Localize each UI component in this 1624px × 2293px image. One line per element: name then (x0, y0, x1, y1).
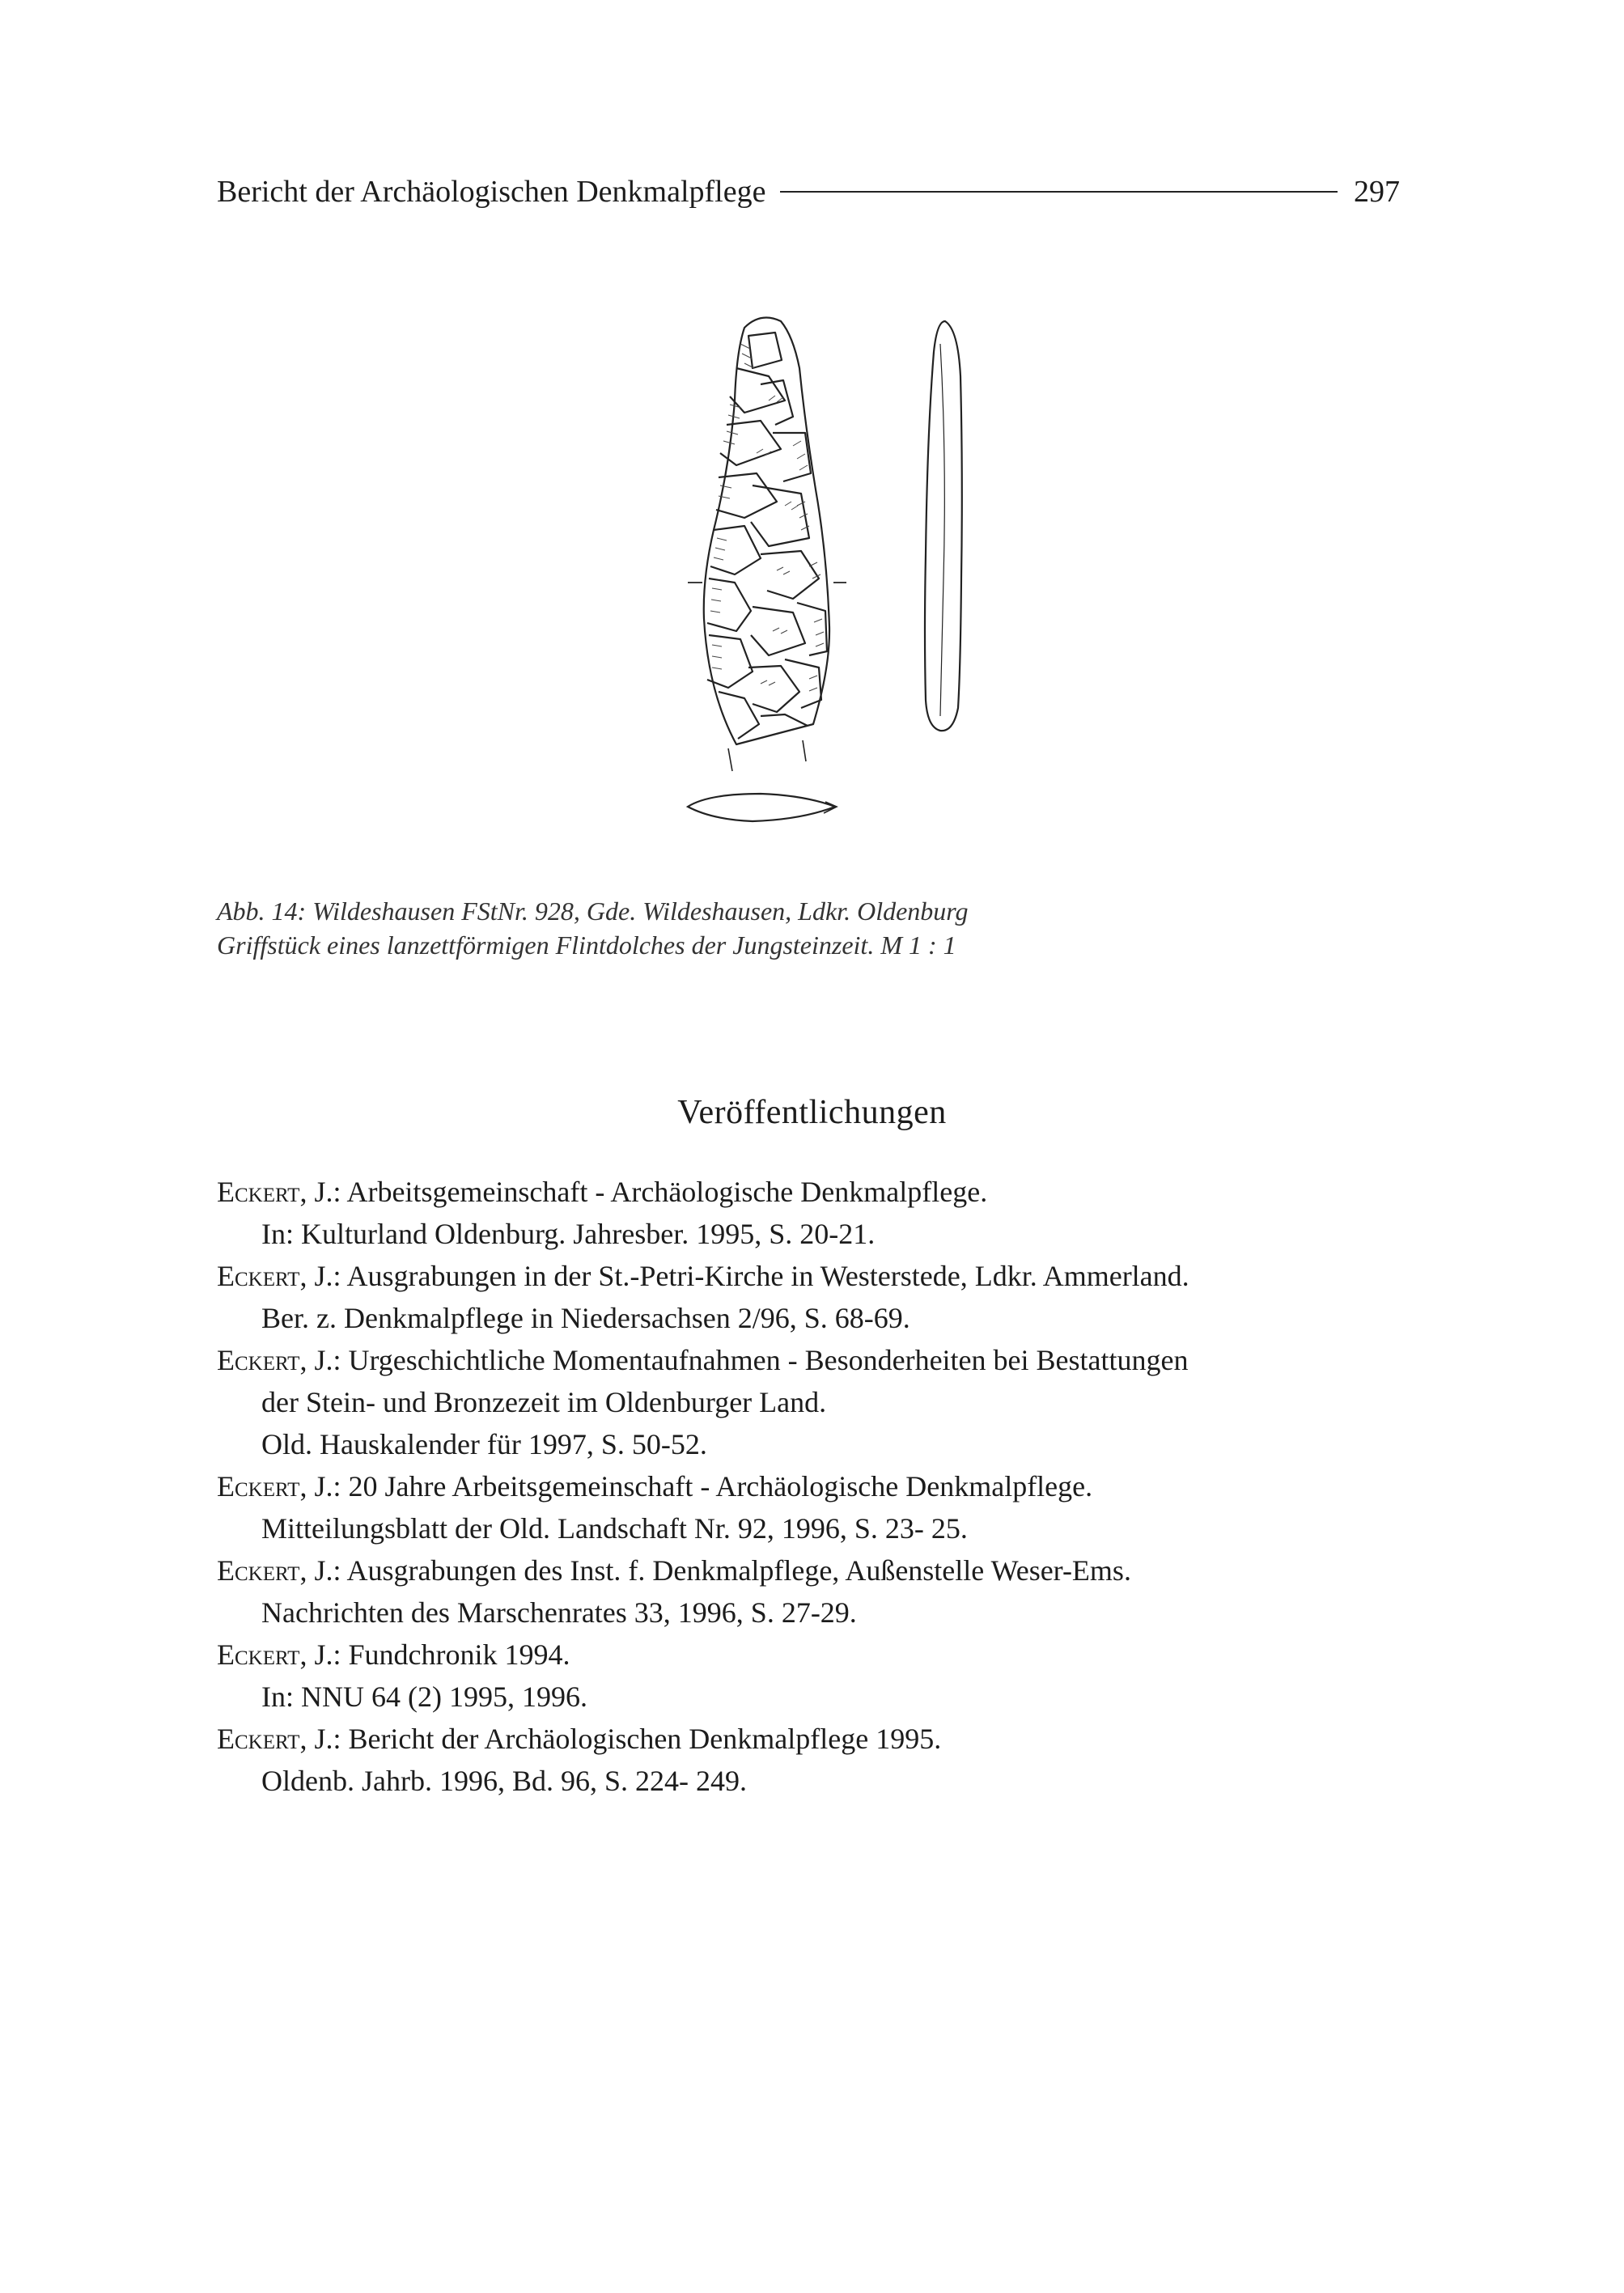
publication-entry (217, 1718, 1431, 1802)
publication-entry (217, 1255, 1431, 1339)
publication-first-line (217, 1465, 1431, 1507)
publication-author-initial: , J.: (299, 1176, 347, 1208)
page-number: 297 (1354, 175, 1400, 209)
flint-dagger-drawing (639, 312, 1028, 846)
publication-first-line (217, 1255, 1431, 1297)
publication-entry (217, 1549, 1431, 1634)
header-rule (780, 191, 1338, 193)
publication-author: Eckert (217, 1723, 300, 1755)
publication-entry (217, 1171, 1431, 1255)
publication-first-line (217, 1171, 1431, 1213)
running-title: Bericht der Archäologischen Denkmalpflege (217, 175, 766, 209)
publication-source-line: In: NNU 64 (2) 1995, 1996. (261, 1681, 587, 1713)
publication-title: Fundchronik 1994. (348, 1638, 570, 1671)
publication-source-line: Ber. z. Denkmalpflege in Niedersachsen 2/96, S. 68-69. (261, 1302, 910, 1334)
figure-caption (217, 894, 969, 962)
publication-first-line (217, 1549, 1431, 1592)
publication-title: Bericht der Archäologischen Denkmalpflege 1995. (348, 1723, 942, 1755)
publication-author-initial: , J.: (299, 1344, 349, 1376)
publication-source-line: der Stein- und Bronzezeit im Oldenburger Land. (261, 1386, 827, 1418)
publication-title: Arbeitsgemeinschaft - Archäologische Denkmalpflege. (346, 1176, 988, 1208)
publication-author: Eckert (217, 1638, 300, 1671)
publication-entry (217, 1465, 1431, 1549)
publication-source-line: Mitteilungsblatt der Old. Landschaft Nr. 92, 1996, S. 23- 25. (261, 1512, 968, 1545)
publication-source-line: In: Kulturland Oldenburg. Jahresber. 1995, S. 20-21. (261, 1218, 876, 1250)
dagger-side-view (925, 321, 962, 731)
publication-entry (217, 1634, 1431, 1718)
publication-first-line (217, 1634, 1431, 1676)
publication-source-line: Old. Hauskalender für 1997, S. 50-52. (261, 1428, 707, 1460)
publication-author-initial: , J.: (299, 1638, 349, 1671)
publication-author: Eckert (217, 1470, 300, 1503)
publication-title: 20 Jahre Arbeitsgemeinschaft - Archäologische Denkmalpflege. (348, 1470, 1093, 1503)
publication-author-initial: , J.: (299, 1723, 349, 1755)
caption-line-1: Abb. 14: Wildeshausen FStNr. 928, Gde. Wildeshausen, Ldkr. Oldenburg (217, 896, 969, 926)
publication-author-initial: , J.: (299, 1470, 349, 1503)
publication-author: Eckert (217, 1554, 300, 1587)
publication-author: Eckert (217, 1344, 300, 1376)
dagger-cross-section (688, 794, 837, 821)
running-header (217, 172, 1400, 212)
publication-author-initial: , J.: (299, 1554, 347, 1587)
publication-title: Ausgrabungen des Inst. f. Denkmalpflege, Außenstelle Weser-Ems. (346, 1554, 1131, 1587)
publication-title: Urgeschichtliche Momentaufnahmen - Besonderheiten bei Bestattungen (348, 1344, 1189, 1376)
publication-entry (217, 1339, 1431, 1465)
publication-author-initial: , J.: (299, 1260, 347, 1292)
publication-title: Ausgrabungen in der St.-Petri-Kirche in Westerstede, Ldkr. Ammerland. (346, 1260, 1189, 1292)
caption-line-2: Griffstück eines lanzettförmigen Flintdolches der Jungsteinzeit. M 1 : 1 (217, 930, 956, 960)
dagger-face-view (688, 318, 846, 772)
publication-first-line (217, 1718, 1431, 1760)
publication-source-line: Oldenb. Jahrb. 1996, Bd. 96, S. 224- 249. (261, 1765, 747, 1797)
section-title: Veröffentlichungen (677, 1094, 947, 1131)
publication-first-line (217, 1339, 1431, 1381)
publication-author: Eckert (217, 1260, 300, 1292)
publication-source-line: Nachrichten des Marschenrates 33, 1996, S. 27-29. (261, 1596, 857, 1629)
publication-list (217, 1171, 1431, 1802)
publication-author: Eckert (217, 1176, 300, 1208)
